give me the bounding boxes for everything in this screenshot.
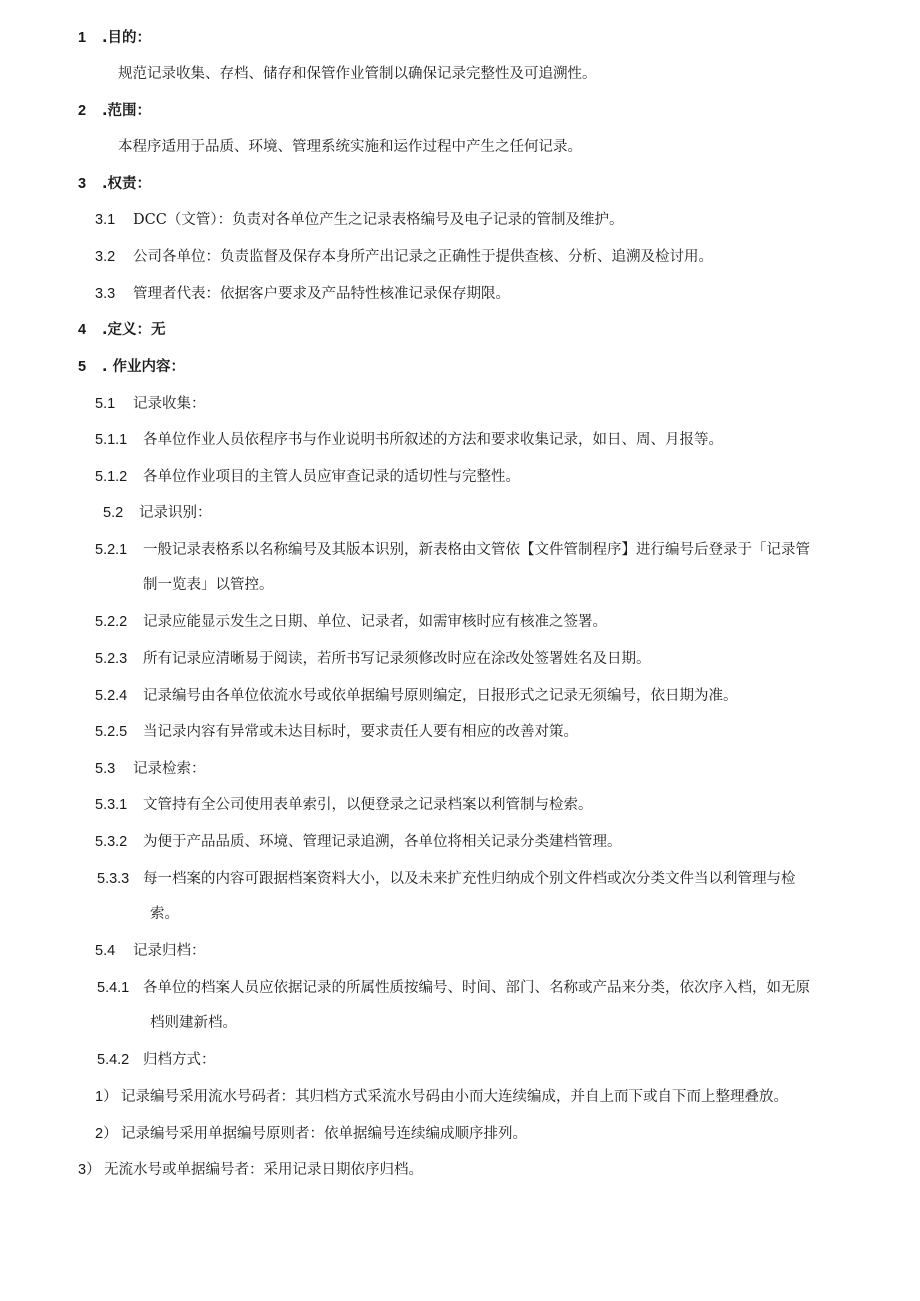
item-text: 记录检索： [133,761,206,777]
list-item [95,832,622,852]
section-title: .定义：无 [102,322,166,338]
subsection-heading [95,759,206,779]
section-number: 3 [78,176,87,192]
section-heading [78,174,151,194]
subsection-heading [103,503,212,523]
section-heading [78,101,151,121]
list-item [95,210,624,230]
list-item-continuation: 制一览表」以管控。 [143,577,274,593]
list-item [95,430,723,450]
list-item [95,722,578,742]
section-title: . 作业内容： [102,359,186,375]
item-text: 公司各单位：负责监督及保存本身所产出记录之正确性于提供查核、分析、追溯及检讨用。 [133,249,713,265]
item-text: 为便于产品品质、环境、管理记录追溯，各单位将相关记录分类建档管理。 [143,834,622,850]
item-text: 记录收集： [133,396,206,412]
item-number: 5.3.3 [97,871,130,887]
section-title: .范围： [102,103,152,119]
item-text: 无流水号或单据编号者：采用记录日期依序归档。 [104,1162,423,1178]
item-text: 一般记录表格系以名称编号及其版本识别，新表格由文管依【文件管制程序】进行编号后登录于「记录管 [143,542,810,558]
list-item [95,686,738,706]
list-item-continuation: 索。 [150,906,179,922]
item-text: 管理者代表：依据客户要求及产品特性核准记录保存期限。 [133,286,510,302]
item-text: 每一档案的内容可跟据档案资料大小，以及未来扩充性归纳成个别文件档或次分类文件当以利管理与检 [143,871,796,887]
list-item [97,1050,216,1070]
list-item [95,649,651,669]
section-number: 1 [78,30,87,46]
item-number: 5.2 [103,505,124,521]
subsection-heading [95,394,206,414]
item-number: 3.1 [95,212,116,228]
item-text: 所有记录应清晰易于阅读，若所书写记录须修改时应在涂改处签署姓名及日期。 [143,651,651,667]
item-text: DCC（文管）：负责对各单位产生之记录表格编号及电子记录的管制及维护。 [133,212,624,228]
item-number: 3） [78,1162,101,1178]
item-number: 5.2.2 [95,614,128,630]
list-item [95,612,607,632]
list-item [95,247,713,267]
item-text: 归档方式： [143,1052,216,1068]
list-item [95,467,520,487]
section-heading [78,28,151,48]
item-text: 各单位作业项目的主管人员应审查记录的适切性与完整性。 [143,469,520,485]
item-number: 5.3.1 [95,797,128,813]
section-title: .权责： [102,176,152,192]
list-item [95,284,510,304]
item-text: 记录应能显示发生之日期、单位、记录者，如需审核时应有核准之签署。 [143,614,607,630]
section-heading [78,357,185,377]
section-heading [78,320,166,340]
subsection-heading [95,941,206,961]
item-number: 5.2.5 [95,724,128,740]
list-item [95,540,810,560]
list-item-continuation: 档则建新档。 [150,1015,237,1031]
item-text: 文管持有全公司使用表单索引，以便登录之记录档案以利管制与检索。 [143,797,593,813]
item-number: 5.1 [95,396,116,412]
list-item [97,978,810,998]
item-text: 记录识别： [139,505,212,521]
item-number: 5.4 [95,943,116,959]
item-number: 5.2.4 [95,688,128,704]
item-text: 各单位作业人员依程序书与作业说明书所叙述的方法和要求收集记录，如日、周、月报等。 [143,432,723,448]
list-item [97,869,796,889]
list-item [95,795,593,815]
item-number: 5.3.2 [95,834,128,850]
section-number: 2 [78,103,87,119]
item-number: 2） [95,1126,118,1142]
item-number: 5.4.1 [97,980,130,996]
item-text: 记录归档： [133,943,206,959]
item-number: 5.3 [95,761,116,777]
list-item [95,1087,788,1107]
paragraph: 规范记录收集、存档、储存和保管作业管制以确保记录完整性及可追溯性。 [118,66,597,82]
section-number: 5 [78,359,87,375]
item-text: 记录编号由各单位依流水号或依单据编号原则编定，日报形式之记录无须编号，依日期为准。 [143,688,738,704]
item-number: 5.1.1 [95,432,128,448]
item-number: 5.2.1 [95,542,128,558]
item-number: 1） [95,1089,118,1105]
item-text: 记录编号采用流水号码者：其归档方式采流水号码由小而大连续编成，并自上而下或自下而上整理叠放。 [121,1089,788,1105]
section-title: .目的： [102,30,152,46]
list-item [78,1160,423,1180]
item-number: 5.4.2 [97,1052,130,1068]
item-text: 当记录内容有异常或未达目标时，要求责任人要有相应的改善对策。 [143,724,578,740]
section-number: 4 [78,322,87,338]
item-text: 各单位的档案人员应依据记录的所属性质按编号、时间、部门、名称或产品来分类，依次序入档，如无原 [143,980,810,996]
item-number: 5.2.3 [95,651,128,667]
paragraph: 本程序适用于品质、环境、管理系统实施和运作过程中产生之任何记录。 [118,139,582,155]
item-number: 5.1.2 [95,469,128,485]
item-text: 记录编号采用单据编号原则者：依单据编号连续编成顺序排列。 [121,1126,527,1142]
list-item [95,1124,527,1144]
item-number: 3.3 [95,286,116,302]
item-number: 3.2 [95,249,116,265]
